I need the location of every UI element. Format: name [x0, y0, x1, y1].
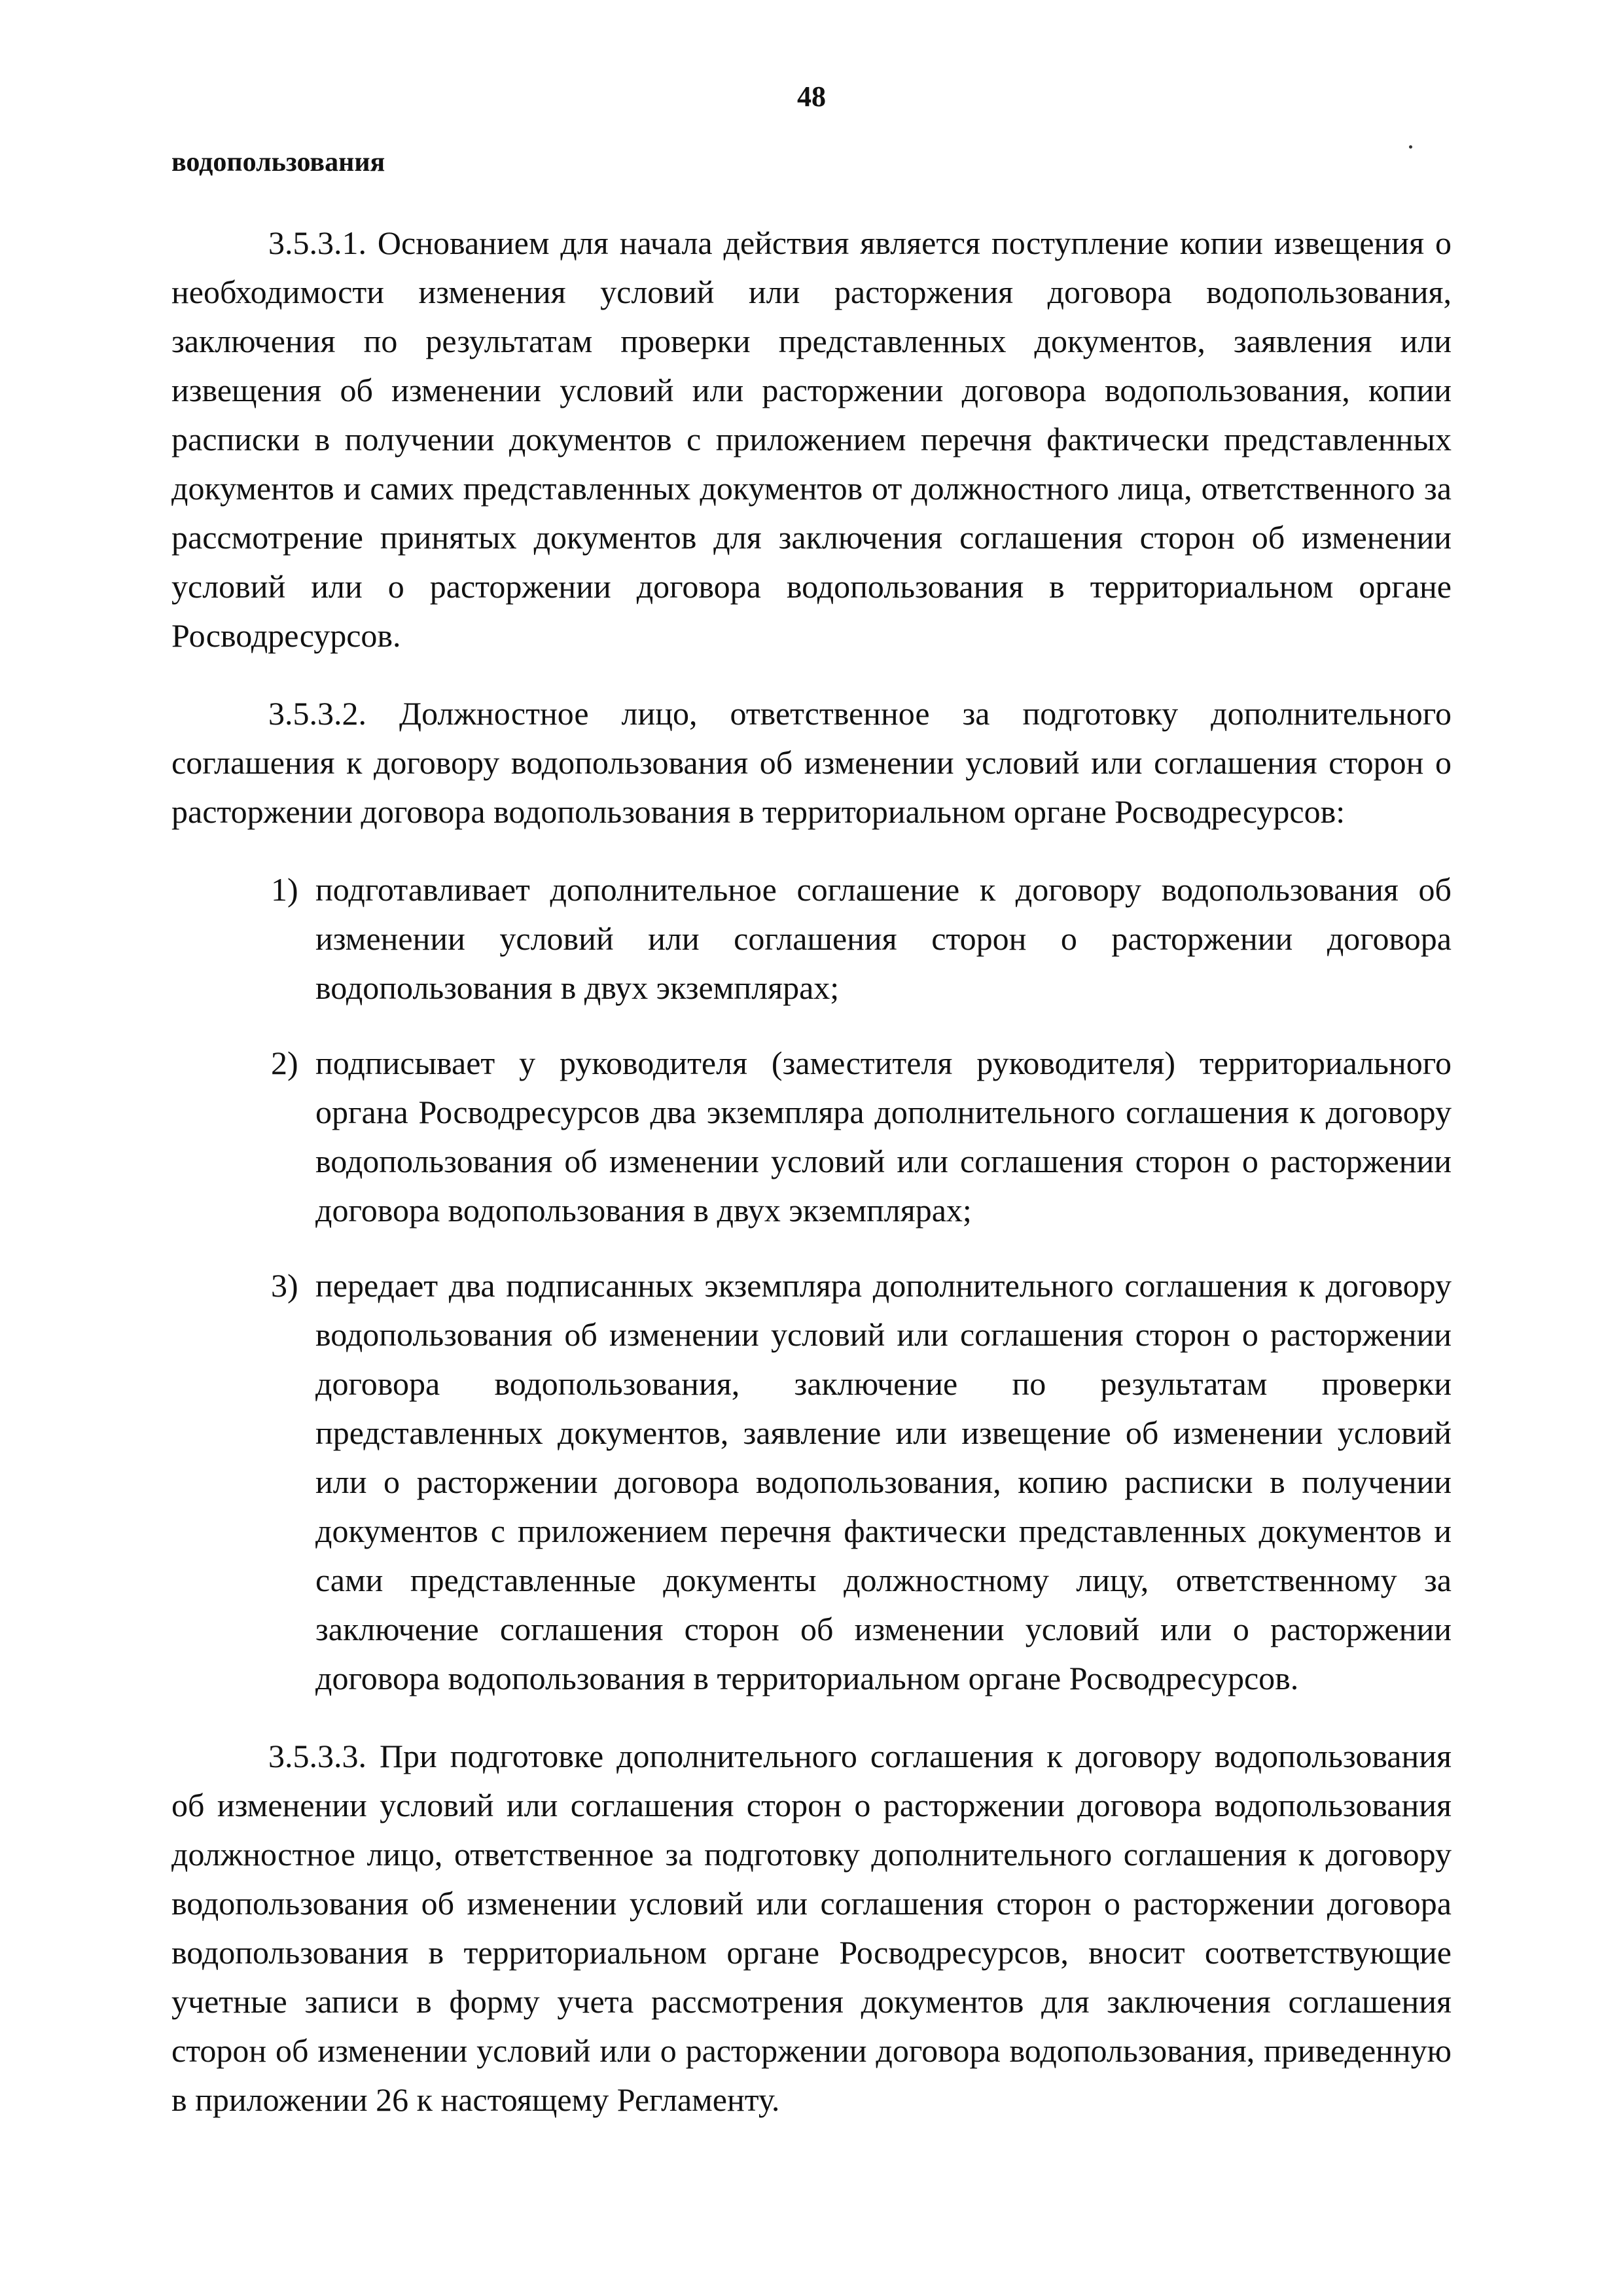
list-item-text: передает два подписанных экземпляра дополнительного соглашения к договору водопользования об изменении условий или соглашения сторон о расторжении договора водопользования, заключение по результатам проверки представленных документов, заявление или извещение об изменении условий или о расторжении договора водопользования, копию расписки в получении документов с приложением перечня фактически представленных документов и сами представленные документы должностному лицу, ответственному за заключение соглашения сторон об изменении условий или о расторжении договора водопользования в территориальном органе Росводресурсов. — [315, 1267, 1452, 1696]
paragraph-3-5-3-1: 3.5.3.1. Основанием для начала действия является поступление копии извещения о необходимости изменения условий или расторжения договора водопользования, заключения по результатам проверки представленных документов, заявления или извещения об изменении условий или расторжении договора водопользования, копии расписки в получении документов с приложением перечня фактически представленных документов и самих представленных документов от должностного лица, ответственного за рассмотрение принятых документов для заключения соглашения сторон об изменении условий или о расторжении договора водопользования в территориальном органе Росводресурсов. — [171, 224, 1452, 654]
list-item-text: подготавливает дополнительное соглашение к договору водопользования об изменении условий или соглашения сторон о расторжении договора водопользования в двух экземплярах; — [315, 871, 1452, 1006]
page-number: 48 — [797, 81, 826, 113]
document-body — [171, 143, 1452, 2153]
list-item-number: 1) — [271, 871, 298, 908]
paragraph-3-5-3-2: 3.5.3.2. Должностное лицо, ответственное за подготовку дополнительного соглашения к договору водопользования об изменении условий или соглашения сторон о расторжении договора водопользования в территориальном органе Росводресурсов: — [171, 695, 1452, 830]
list-item-number: 2) — [271, 1045, 298, 1081]
list-item-number: 3) — [271, 1267, 298, 1304]
heading-continuation: водопользования — [171, 147, 385, 177]
paragraph-3-5-3-3: 3.5.3.3. При подготовке дополнительного соглашения к договору водопользования об изменении условий или соглашения сторон о расторжении договора водопользования должностное лицо, ответственное за подготовку дополнительного соглашения к договору водопользования об изменении условий или соглашения сторон о расторжении договора водопользования в территориальном органе Росводресурсов, вносит соответствующие учетные записи в форму учета рассмотрения документов для заключения соглашения сторон об изменении условий или о расторжении договора водопользования, приведенную в приложении 26 к настоящему Регламенту. — [171, 1738, 1452, 2118]
list-item-text: подписывает у руководителя (заместителя руководителя) территориального органа Росводресурсов два экземпляра дополнительного соглашения к договору водопользования об изменении условий или соглашения сторон о расторжении договора водопользования в двух экземплярах; — [315, 1045, 1452, 1229]
list-item — [171, 1261, 1452, 1703]
duties-list — [171, 865, 1452, 1703]
list-item — [171, 1039, 1452, 1235]
list-item — [171, 865, 1452, 1013]
